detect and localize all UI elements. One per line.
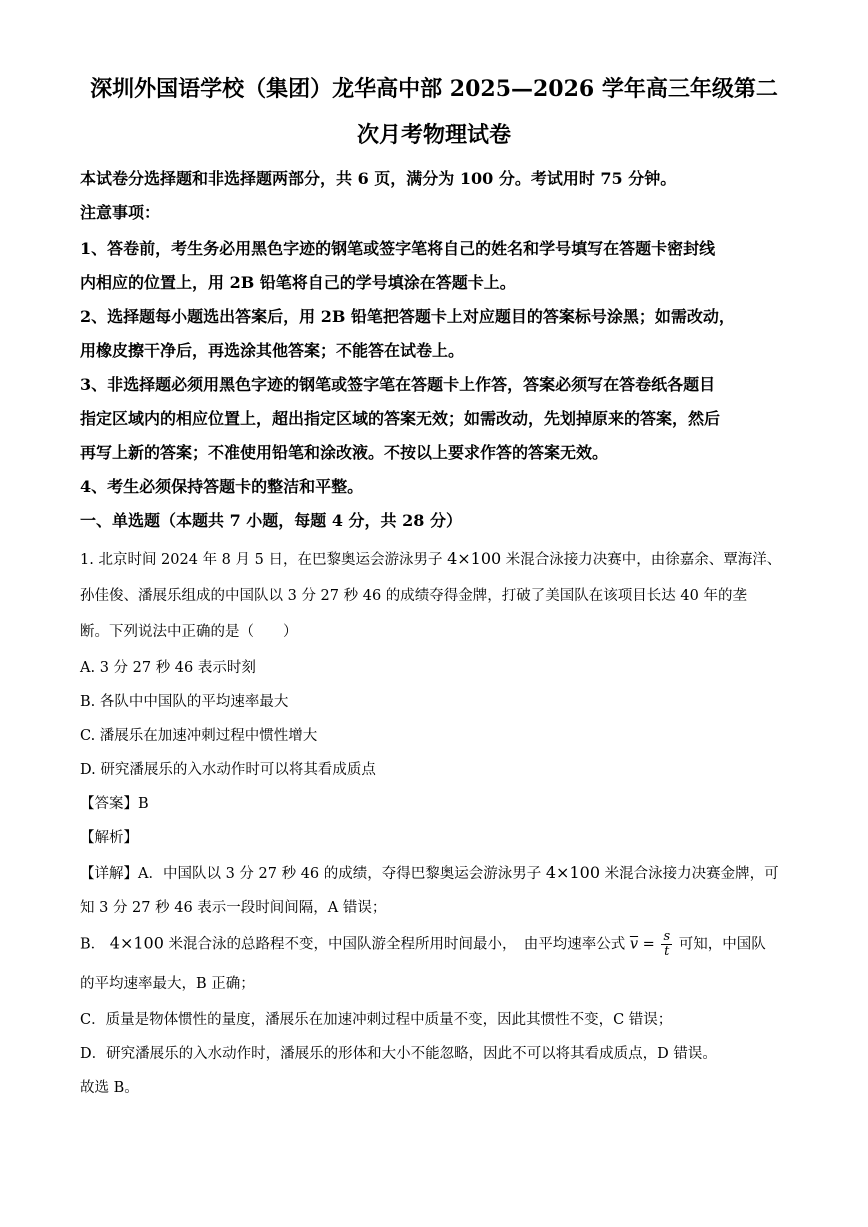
- question-text: 1. 北京时间 2024 年 8 月 5 日，在巴黎奥运会游泳男子: [80, 552, 443, 568]
- analysis-label: 【解析】: [80, 830, 138, 846]
- fraction-denominator: t: [664, 944, 670, 959]
- notice-line: 内相应的位置上，用 2B 铅笔将自己的学号填涂在答题卡上。: [80, 273, 516, 292]
- question-stem-line2: 孙佳俊、潘展乐组成的中国队以 3 分 27 秒 46 的成绩夺得金牌，打破了美国队在该项目长达 40 年的垄: [80, 588, 747, 604]
- detail-text: 【详解】A．中国队以 3 分 27 秒 46 的成绩，夺得巴黎奥运会游泳男子: [80, 866, 542, 882]
- conclusion-line: 故选 B。: [80, 1080, 139, 1096]
- detail-a-line1: [80, 862, 800, 883]
- option-a: A. 3 分 27 秒 46 表示时刻: [80, 660, 256, 676]
- math-expression: 4×100: [545, 863, 600, 882]
- page-title-line1: 深圳外国语学校（集团）龙华高中部 2025—2026 学年高三年级第二: [90, 76, 778, 102]
- question-stem-line1: [80, 548, 800, 569]
- notice-line: 1、答卷前，考生务必用黑色字迹的钢笔或签字笔将自己的姓名和学号填写在答题卡密封线: [80, 239, 716, 258]
- detail-b-line2: 的平均速率最大，B 正确；: [80, 976, 255, 992]
- question-text: 米混合泳接力决赛中，由徐嘉余、覃海洋、: [505, 552, 782, 568]
- formula-fraction: [661, 930, 672, 959]
- notice-line: 3、非选择题必须用黑色字迹的钢笔或签字笔在答题卡上作答，答案必须写在答卷纸各题目: [80, 375, 716, 394]
- detail-b-line1: [80, 930, 800, 959]
- exam-intro: 本试卷分选择题和非选择题两部分，共 6 页，满分为 100 分。考试用时 75 分钟。: [80, 169, 677, 188]
- notice-line: 4、考生必须保持答题卡的整洁和平整。: [80, 477, 364, 496]
- notice-line: 用橡皮擦干净后，再选涂其他答案；不能答在试卷上。: [80, 341, 465, 360]
- notice-heading: 注意事项：: [80, 203, 161, 222]
- section-heading: 一、单选题（本题共 7 小题，每题 4 分，共 28 分）: [80, 511, 462, 530]
- formula-lhs: $\overline{v}$: [629, 936, 639, 953]
- notice-line: 指定区域内的相应位置上，超出指定区域的答案无效；如需改动，先划掉原来的答案，然后: [80, 409, 721, 428]
- question-stem-line3: 断。下列说法中正确的是（ ）: [80, 624, 298, 640]
- formula-equals: =: [638, 936, 660, 953]
- notice-line: 再写上新的答案；不准使用铅笔和涂改液。不按以上要求作答的答案无效。: [80, 443, 609, 462]
- option-b: B. 各队中中国队的平均速率最大: [80, 694, 289, 710]
- detail-a-line2: 知 3 分 27 秒 46 表示一段时间间隔，A 错误；: [80, 900, 387, 916]
- answer-label: 【答案】B: [80, 796, 149, 812]
- detail-d-line: D．研究潘展乐的入水动作时，潘展乐的形体和大小不能忽略，因此不可以将其看成质点，D 错误。: [80, 1046, 717, 1062]
- detail-text: B．: [80, 936, 106, 953]
- detail-c-line: C．质量是物体惯性的量度，潘展乐在加速冲刺过程中质量不变，因此其惯性不变，C 错误；: [80, 1012, 673, 1028]
- option-d: D. 研究潘展乐的入水动作时可以将其看成质点: [80, 762, 376, 778]
- math-expression: 4×100: [447, 549, 502, 568]
- detail-text: 米混合泳的总路程不变，中国队游全程所用时间最小， 由平均速率公式: [168, 936, 626, 953]
- fraction-numerator: s: [663, 929, 671, 944]
- detail-text: 米混合泳接力决赛金牌，可: [604, 866, 779, 882]
- math-expression: 4×100: [109, 933, 164, 953]
- notice-line: 2、选择题每小题选出答案后，用 2B 铅笔把答题卡上对应题目的答案标号涂黑；如需改动，: [80, 307, 735, 326]
- page-title-line2: 次月考物理试卷: [356, 122, 511, 148]
- option-c: C. 潘展乐在加速冲刺过程中惯性增大: [80, 728, 318, 744]
- detail-text: 可知，中国队: [678, 936, 766, 953]
